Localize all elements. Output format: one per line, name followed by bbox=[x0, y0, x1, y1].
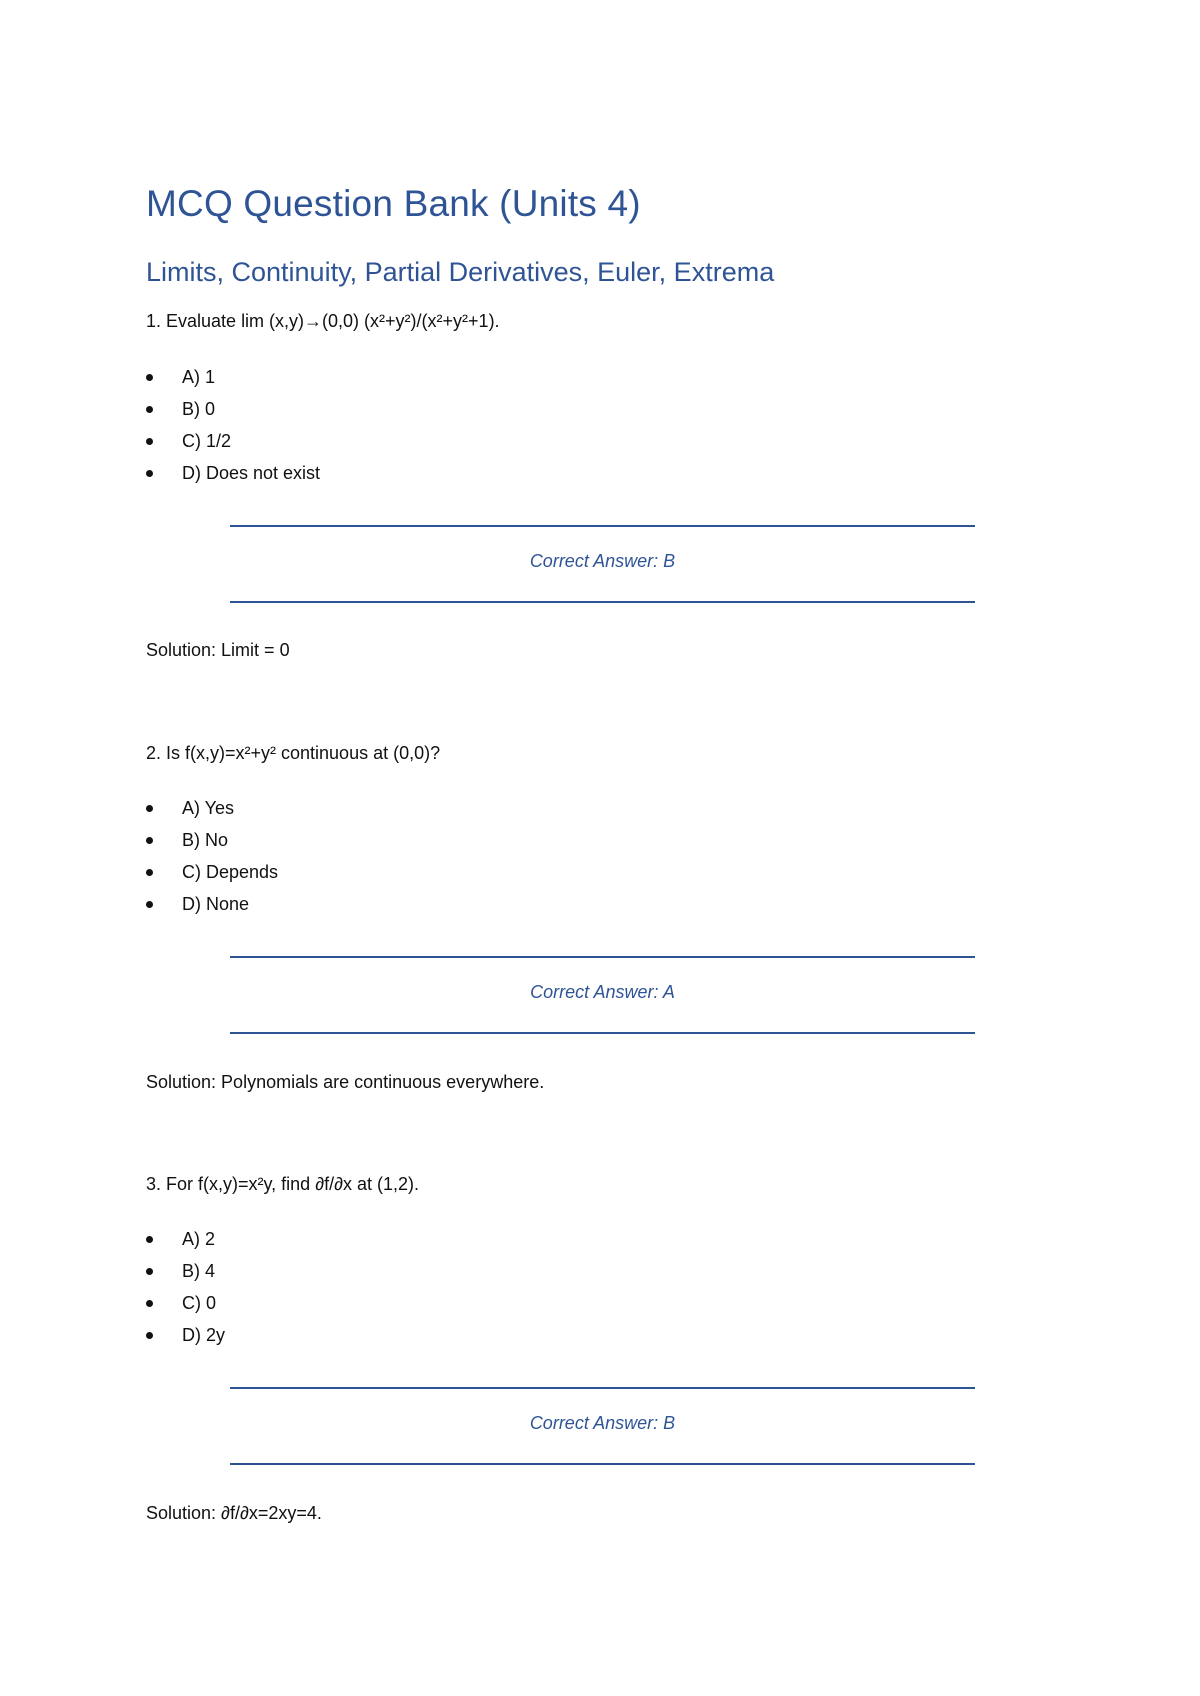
bullet-icon bbox=[146, 805, 153, 812]
question-1-solution: Solution: Limit = 0 bbox=[146, 640, 290, 660]
question-2-text: 2. Is f(x,y)=x²+y² continuous at (0,0)? bbox=[146, 743, 441, 763]
question-1-options bbox=[146, 361, 320, 489]
bullet-icon bbox=[146, 1268, 153, 1275]
option-label: D) Does not exist bbox=[182, 463, 321, 483]
option-label: D) None bbox=[182, 894, 250, 914]
question-1-answer-box bbox=[230, 525, 975, 603]
bullet-icon bbox=[146, 837, 153, 844]
option-label: A) 1 bbox=[182, 367, 216, 387]
list-item bbox=[146, 1287, 225, 1319]
option-label: A) 2 bbox=[182, 1229, 216, 1249]
list-item bbox=[146, 393, 320, 425]
list-item bbox=[146, 856, 278, 888]
question-3-solution: Solution: ∂f/∂x=2xy=4. bbox=[146, 1503, 322, 1523]
list-item bbox=[146, 1319, 225, 1351]
option-label: C) Depends bbox=[182, 862, 279, 882]
bullet-icon bbox=[146, 470, 153, 477]
list-item bbox=[146, 824, 278, 856]
option-label: A) Yes bbox=[182, 798, 235, 818]
bullet-icon bbox=[146, 406, 153, 413]
bullet-icon bbox=[146, 1300, 153, 1307]
question-2-answer-box bbox=[230, 956, 975, 1034]
list-item bbox=[146, 1223, 225, 1255]
bullet-icon bbox=[146, 374, 153, 381]
option-label: B) 0 bbox=[182, 399, 216, 419]
question-2-options bbox=[146, 792, 278, 920]
question-3-answer: Correct Answer: B bbox=[529, 1413, 676, 1433]
question-2-solution: Solution: Polynomials are continuous everywhere. bbox=[146, 1072, 545, 1092]
question-3-text: 3. For f(x,y)=x²y, find ∂f/∂x at (1,2). bbox=[146, 1174, 420, 1194]
question-3-options bbox=[146, 1223, 225, 1351]
list-item bbox=[146, 1255, 225, 1287]
bullet-icon bbox=[146, 901, 153, 908]
option-label: B) No bbox=[182, 830, 229, 850]
option-label: C) 0 bbox=[182, 1293, 217, 1313]
question-1-text: 1. Evaluate lim (x,y)→(0,0) (x²+y²)/(x²+y²+1). bbox=[146, 311, 500, 331]
list-item bbox=[146, 457, 320, 489]
document-title: MCQ Question Bank (Units 4) bbox=[146, 183, 641, 224]
list-item bbox=[146, 425, 320, 457]
question-3-answer-box bbox=[230, 1387, 975, 1465]
question-2-answer: Correct Answer: A bbox=[530, 982, 675, 1002]
question-1-answer: Correct Answer: B bbox=[529, 551, 676, 571]
bullet-icon bbox=[146, 438, 153, 445]
list-item bbox=[146, 888, 278, 920]
option-label: D) 2y bbox=[182, 1325, 226, 1345]
option-label: C) 1/2 bbox=[182, 431, 232, 451]
list-item bbox=[146, 792, 278, 824]
bullet-icon bbox=[146, 869, 153, 876]
bullet-icon bbox=[146, 1236, 153, 1243]
list-item bbox=[146, 361, 320, 393]
option-label: B) 4 bbox=[182, 1261, 216, 1281]
bullet-icon bbox=[146, 1332, 153, 1339]
document-subtitle: Limits, Continuity, Partial Derivatives, Euler, Extrema bbox=[146, 257, 775, 287]
